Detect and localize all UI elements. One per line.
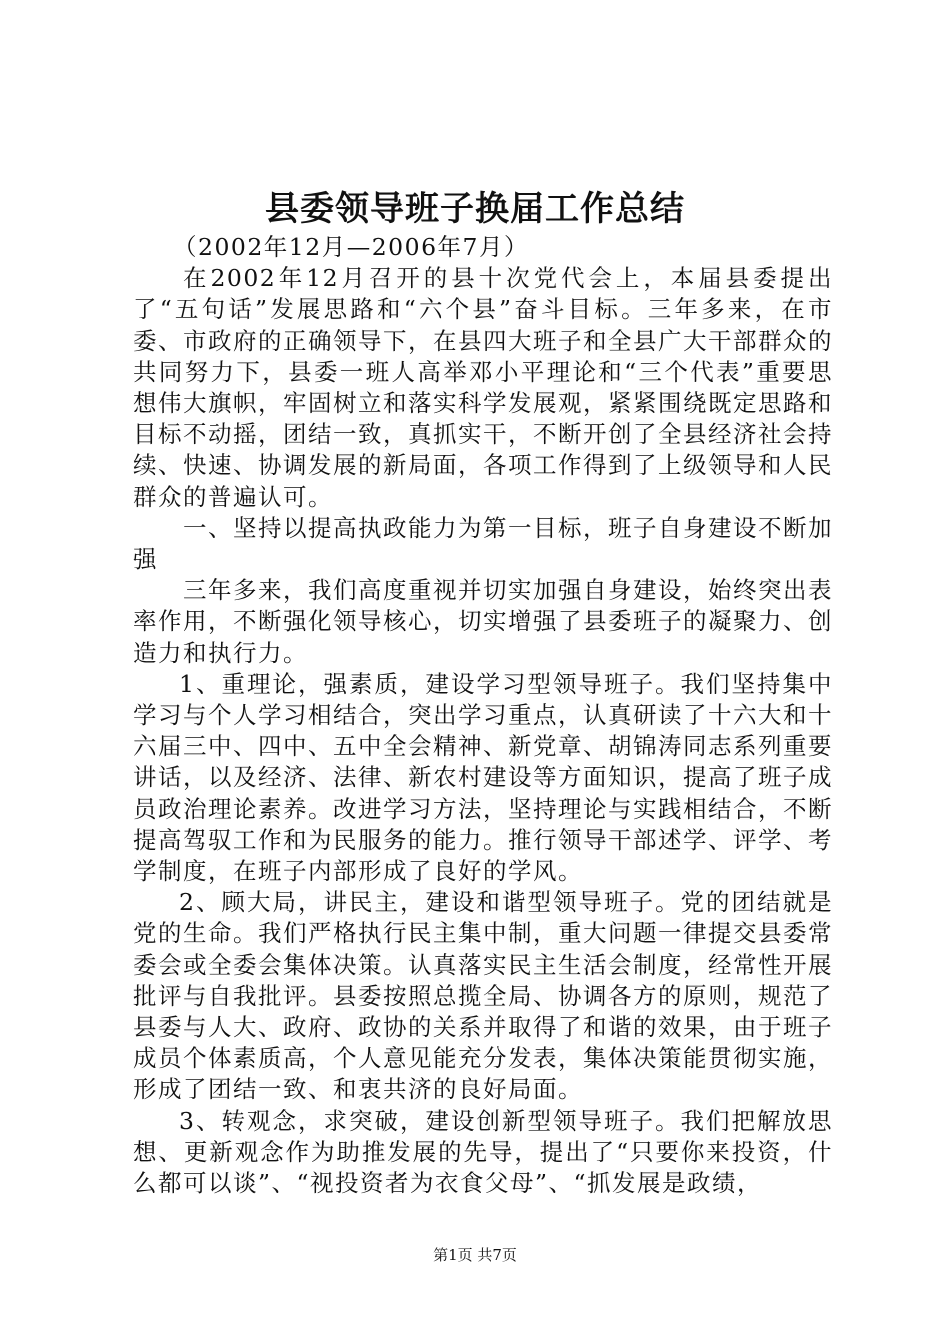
paragraph-item-2: 2、顾大局，讲民主，建设和谐型领导班子。党的团结就是党的生命。我们严格执行民主集中制，重大问题一律提交县委常委会或全委会集体决策。认真落实民主生活会制度，经常性开展批评与自我批评。县委按照总揽全局、协调各方的原则，规范了县委与人大、政府、政协的关系并取得了和谐的效果，由于班子成员个体素质高，个人意见能充分发表，集体决策能贯彻实施，形成了团结一致、和衷共济的良好局面。	[133, 888, 833, 1104]
paragraph-item-3: 3、转观念，求突破，建设创新型领导班子。我们把解放思想、更新观念作为助推发展的先导，提出了“只要你来投资，什么都可以谈”、“视投资者为衣食父母”、“抓发展是政绩，	[133, 1106, 833, 1198]
page-footer: 第1页 共7页	[433, 1246, 517, 1264]
document-body	[133, 232, 833, 1199]
document-period: （2002年12月—2006年7月）	[173, 233, 529, 261]
paragraph-item-1: 1、重理论，强素质，建设学习型领导班子。我们坚持集中学习与个人学习相结合，突出学习重点，认真研读了十六大和十六届三中、四中、五中全会精神、新党章、胡锦涛同志系列重要讲话，以及经济、法律、新农村建设等方面知识，提高了班子成员政治理论素养。改进学习方法，坚持理论与实践相结合，不断提高驾驭工作和为民服务的能力。推行领导干部述学、评学、考学制度，在班子内部形成了良好的学风。	[133, 669, 833, 886]
document-title: 县委领导班子换届工作总结	[265, 189, 685, 229]
paragraph-section-1: 三年多来，我们高度重视并切实加强自身建设，始终突出表率作用，不断强化领导核心，切实增强了县委班子的凝聚力、创造力和执行力。	[133, 576, 833, 667]
section-heading-1: 一、坚持以提高执政能力为第一目标，班子自身建设不断加强	[133, 513, 833, 574]
paragraph-intro: 在2002年12月召开的县十次党代会上，本届县委提出了“五句话”发展思路和“六个县”奋斗目标。三年多来，在市委、市政府的正确领导下，在县四大班子和全县广大干部群众的共同努力下，县委一班人高举邓小平理论和“三个代表”重要思想伟大旗帜，牢固树立和落实科学发展观，紧紧围绕既定思路和目标不动摇，团结一致，真抓实干，不断开创了全县经济社会持续、快速、协调发展的新局面，各项工作得到了上级领导和人民群众的普遍认可。	[133, 264, 833, 511]
